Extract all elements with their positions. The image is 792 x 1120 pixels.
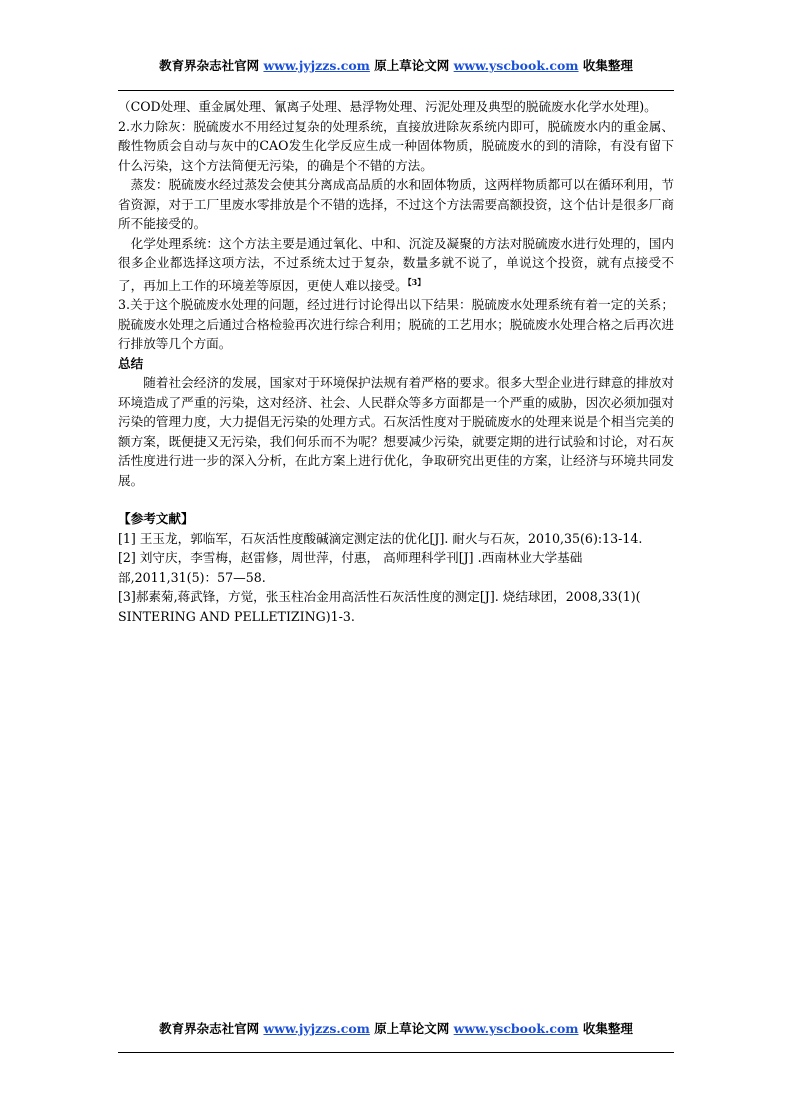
summary-heading: 总结 (118, 355, 144, 371)
paragraph-4 (118, 234, 674, 296)
citation-3: 【3】 (407, 276, 426, 287)
footer-prefix: 教育界杂志社官网 (159, 1021, 260, 1036)
paragraph-3: 蒸发：脱硫废水经过蒸发会使其分离成高品质的水和固体物质，这两样物质都可以在循环利用，节省资源，对于工厂里废水零排放是个不错的选择，不过这个方法需要高额投资，这个估计是很多厂商所不能接受的。 (118, 177, 674, 231)
paragraph-4-text: 化学处理系统：这个方法主要是通过氧化、中和、沉淀及凝聚的方法对脱硫废水进行处理的，国内很多企业都选择这项方法，不过系统太过于复杂，数量多就不说了，单说这个投资，就有点接受不了，再加上工作的环境差等原因，更使人难以接受。 (118, 235, 674, 293)
paragraph-5: 3.关于这个脱硫废水处理的问题，经过进行讨论得出以下结果：脱硫废水处理系统有着一定的关系；脱硫废水处理之后通过合格检验再次进行综合利用；脱硫的工艺用水；脱硫废水处理合格之后再次进行排放等几个方面。 (118, 297, 674, 351)
reference-item-3: [3]郝素菊,蒋武锋，方觉，张玉柱冶金用高活性石灰活性度的测定[J]. 烧结球团，2008,33(1)( SINTERING AND PELLETIZING)1-3. (118, 589, 641, 624)
footer-suffix: 收集整理 (582, 1021, 633, 1036)
references-section (118, 509, 674, 626)
footer-rule (118, 1052, 674, 1053)
paragraph-1: （COD处理、重金属处理、氰离子处理、悬浮物处理、污泥处理及典型的脱硫废水化学水处理)。 (118, 99, 657, 114)
page-header (118, 58, 674, 74)
header-link-jyjzzs[interactable]: www.jyjzzs.com (263, 58, 370, 73)
header-suffix: 收集整理 (582, 58, 633, 73)
footer-link-yscbook[interactable]: www.yscbook.com (453, 1021, 579, 1036)
header-middle: 原上草论文网 (374, 58, 450, 73)
footer-middle: 原上草论文网 (374, 1021, 450, 1036)
references-title: 【参考文献】 (118, 511, 194, 526)
paragraph-2: 2.水力除灰：脱硫废水不用经过复杂的处理系统，直接放进除灰系统内即可，脱硫废水内的重金属、酸性物质会自动与灰中的CAO发生化学反应生成一种固体物质，脱硫废水的到的清除，有没有留下什么污染，这个方法简便无污染，的确是个不错的方法。 (118, 118, 674, 173)
header-link-yscbook[interactable]: www.yscbook.com (453, 58, 579, 73)
reference-item-1: [1] 王玉龙，郭临军，石灰活性度酸碱滴定测定法的优化[J]. 耐火与石灰，2010,35(6):13-14. (118, 530, 643, 546)
spacer (118, 490, 674, 509)
footer-link-jyjzzs[interactable]: www.jyjzzs.com (263, 1021, 370, 1036)
header-rule (118, 90, 674, 91)
document-body (118, 97, 674, 626)
header-prefix: 教育界杂志社官网 (159, 58, 260, 73)
paragraph-6: 随着社会经济的发展，国家对于环境保护法规有着严格的要求。很多大型企业进行肆意的排放对环境造成了严重的污染，这对经济、社会、人民群众等多方面都是一个严重的威胁，因次必须加强对污染的管理力度，大力提倡无污染的处理方式。石灰活性度对于脱硫废水的处理来说是个相当完美的额方案，既便捷又无污染，我们何乐而不为呢？想要减少污染，就要定期的进行试验和讨论，对石灰活性度进行进一步的深入分析，在此方案上进行优化，争取研究出更佳的方案，让经济与环境共同发展。 (118, 375, 674, 488)
page-footer (118, 1021, 674, 1037)
reference-item-2: [2] 刘守庆，李雪梅，赵雷修，周世萍，付惠， 高师理科学刊[J] .西南林业大学基础部,2011,31(5)：57—58. (118, 550, 583, 585)
